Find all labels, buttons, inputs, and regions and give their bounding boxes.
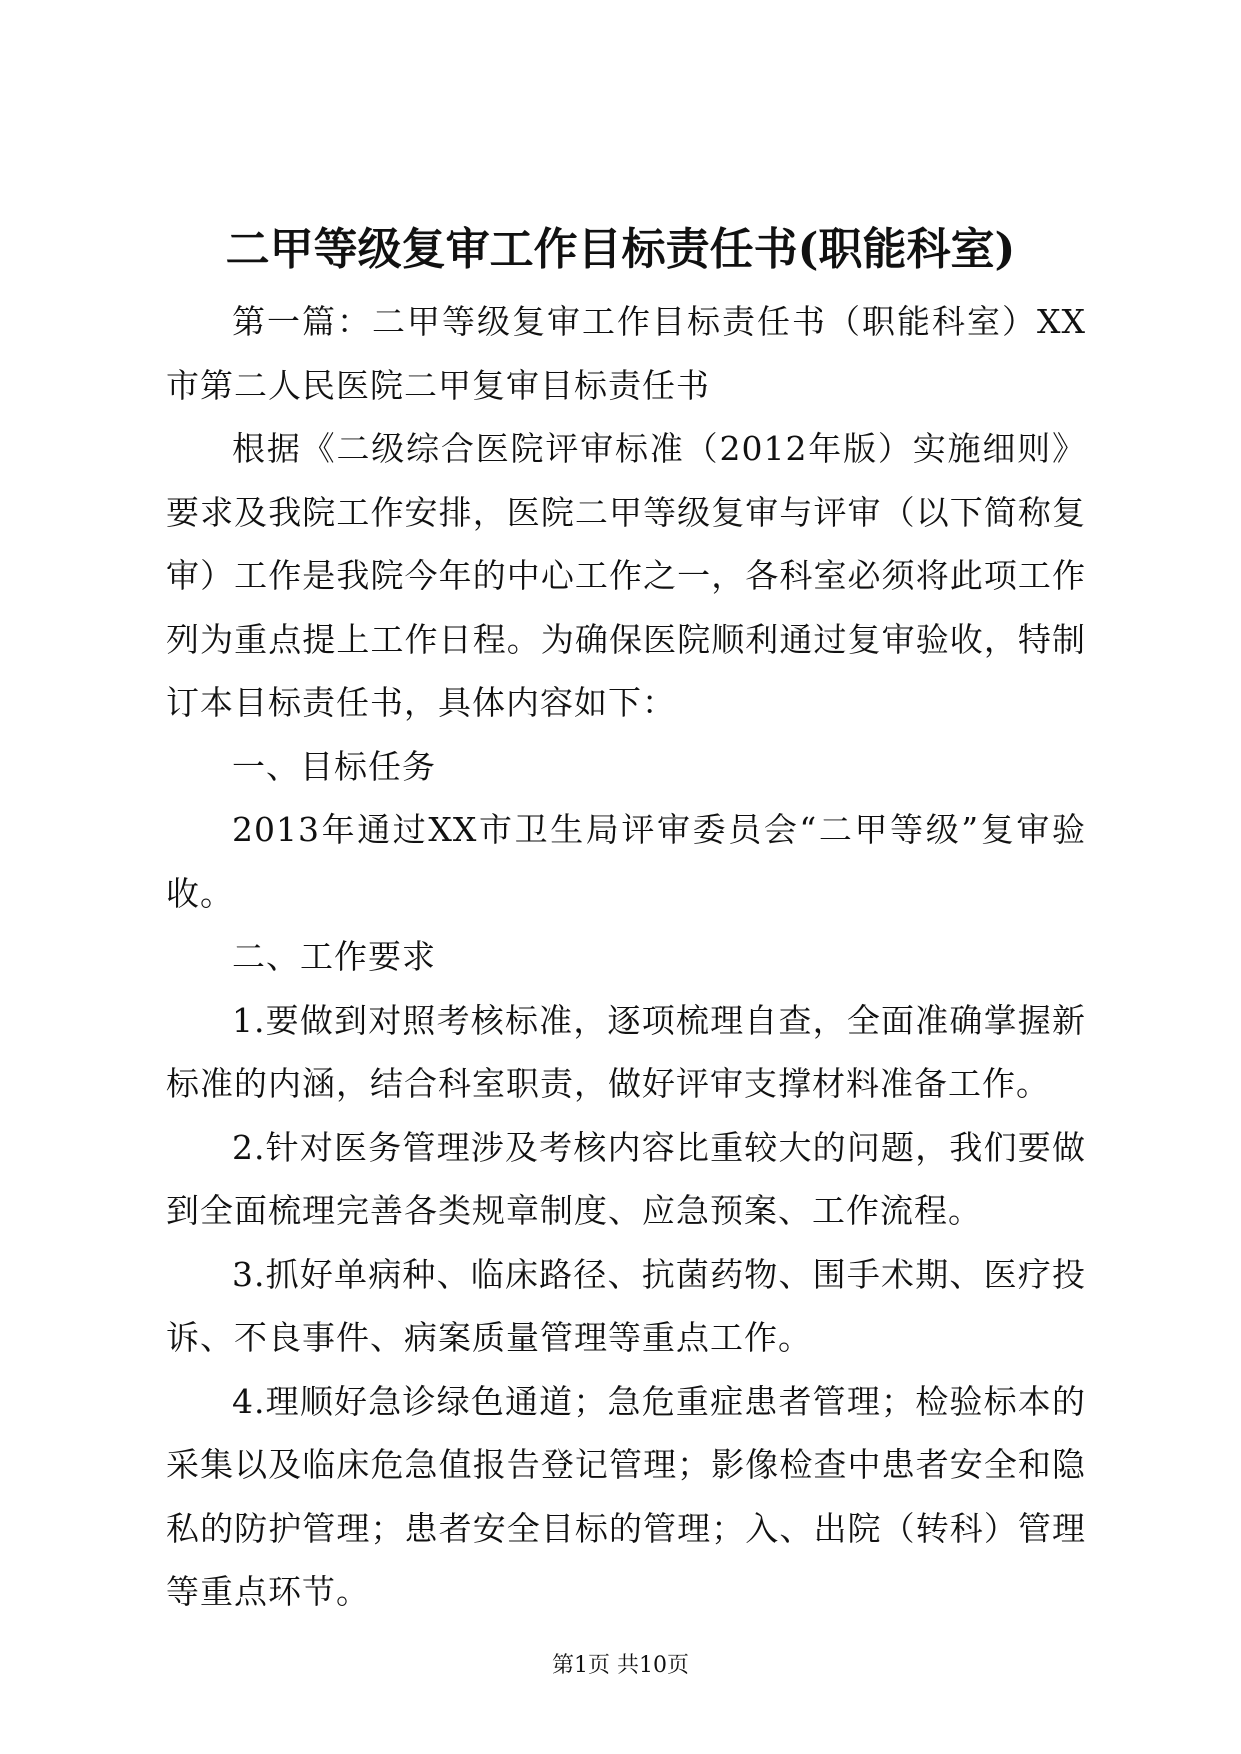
document-title: 二甲等级复审工作目标责任书(职能科室) bbox=[225, 224, 1016, 275]
requirement-item-1: 1.要做到对照考核标准，逐项梳理自查，全面准确掌握新标准的内涵，结合科室职责，做好评审支撑材料准备工作。 bbox=[166, 1000, 1086, 1103]
paragraph-goal: 2013年通过XX市卫生局评审委员会“二甲等级”复审验收。 bbox=[166, 810, 1086, 913]
paragraph-intro: 第一篇：二甲等级复审工作目标责任书（职能科室）XX市第二人民医院二甲复审目标责任书 bbox=[166, 302, 1086, 405]
heading-goal: 一、目标任务 bbox=[232, 746, 436, 786]
page-footer: 第1页 共10页 bbox=[552, 1653, 689, 1678]
requirement-item-3: 3.抓好单病种、临床路径、抗菌药物、围手术期、医疗投诉、不良事件、病案质量管理等重点工作。 bbox=[166, 1254, 1086, 1357]
document-body bbox=[166, 290, 1086, 1624]
heading-requirements: 二、工作要求 bbox=[232, 937, 436, 976]
requirement-item-2: 2.针对医务管理涉及考核内容比重较大的问题，我们要做到全面梳理完善各类规章制度、应急预案、工作流程。 bbox=[166, 1127, 1086, 1230]
requirement-item-4: 4.理顺好急诊绿色通道；急危重症患者管理；检验标本的采集以及临床危急值报告登记管理；影像检查中患者安全和隐私的防护管理；患者安全目标的管理；入、出院（转科）管理等重点环节。 bbox=[166, 1381, 1086, 1611]
paragraph-background: 根据《二级综合医院评审标准（2012年版）实施细则》要求及我院工作安排，医院二甲等级复审与评审（以下简称复审）工作是我院今年的中心工作之一，各科室必须将此项工作列为重点提上工作日程。为确保医院顺利通过复审验收，特制订本目标责任书，具体内容如下： bbox=[166, 429, 1086, 722]
